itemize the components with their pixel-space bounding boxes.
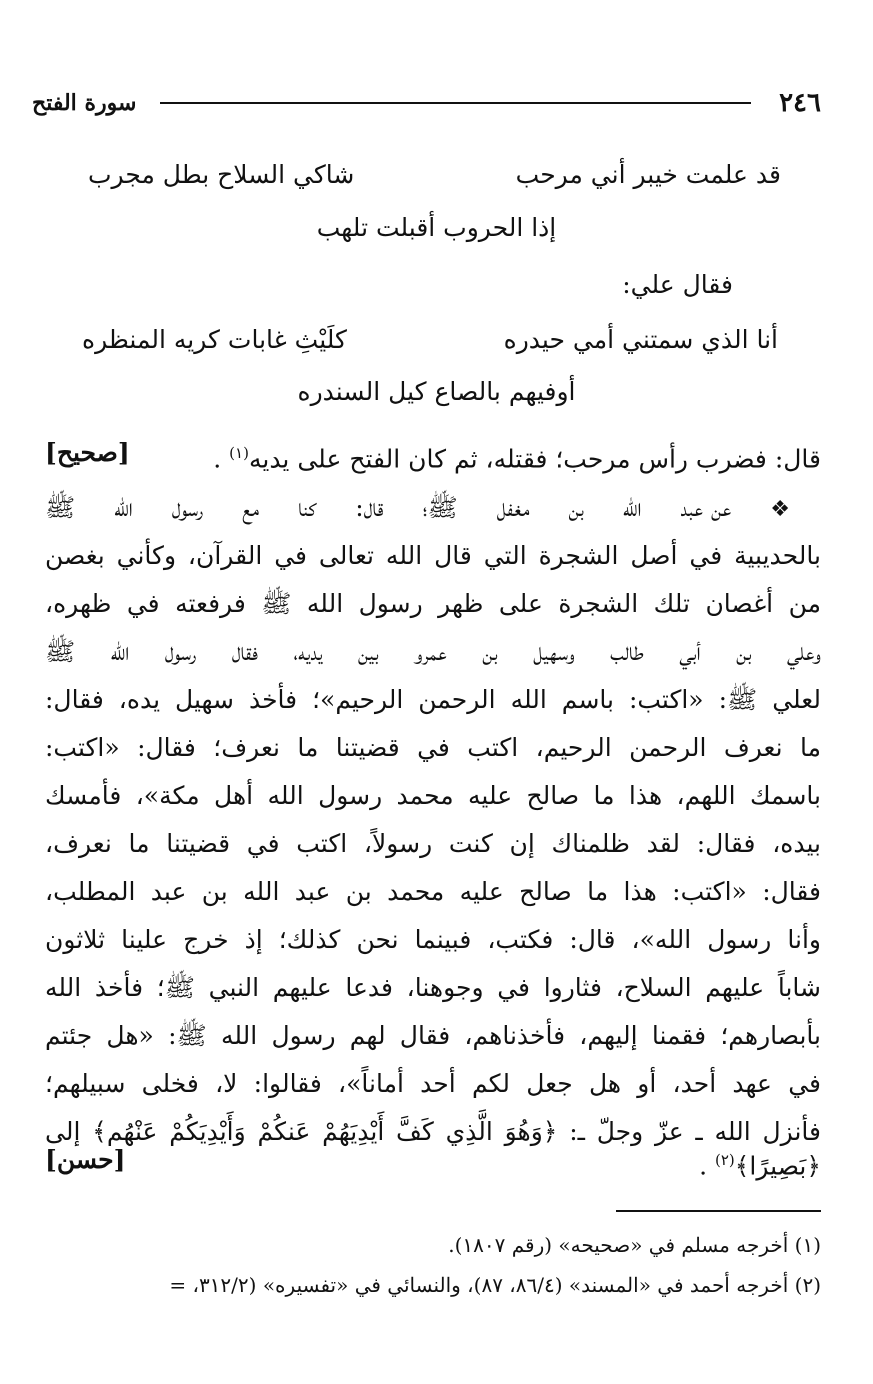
paragraph-1-period: . <box>213 444 222 474</box>
footnote-1: (١) أخرجه مسلم في «صحيحه» (رقم ١٨٠٧). <box>448 1233 821 1257</box>
page-number: ٢٤٦ <box>779 88 821 118</box>
hadith-line-12: بأبصارهم؛ فقمنا إليهم، فأخذناهم، فقال لهم رسول الله ﷺ: «هل جئتم <box>45 1021 821 1050</box>
hadith-line-1-text: عن عبد الله بن مغفل ﷺ؛ قال: كنا مع رسول الله ﷺ <box>45 493 732 522</box>
footnote-ref-2: (٢) <box>715 1151 735 1169</box>
hadith-line-14: فأنزل الله ـ عزّ وجلّ ـ: ﴿وَهُوَ الَّذِي كَفَّ أَيْدِيَهُمْ عَنكُمْ وَأَيْدِيَكُمْ عَنْهُم﴾ إلى <box>45 1117 821 1146</box>
paragraph-1-text: قال: فضرب رأس مرحب؛ فقتله، ثم كان الفتح على يديه <box>248 444 821 474</box>
grade-hasan: [حسن] <box>45 1145 126 1174</box>
hadith-line-2: بالحديبية في أصل الشجرة التي قال الله تعالى في القرآن، وكأني بغصن <box>45 541 821 570</box>
hadith-last-line <box>45 1140 821 1186</box>
hadith-line-9: فقال: «اكتب: هذا ما صالح عليه محمد بن عبد الله بن عبد المطلب، <box>45 877 821 906</box>
hadith-last-period: . <box>699 1151 708 1181</box>
star-bullet-icon: ❖ <box>770 497 821 522</box>
paragraph-1 <box>45 433 821 479</box>
grade-sahih: [صحيح] <box>45 438 130 467</box>
quran-word-basira: ﴿بَصِيرًا﴾ <box>734 1151 821 1181</box>
intro-ali: فقال علي: <box>622 270 733 299</box>
hadith-line-8: بيده، فقال: لقد ظلمناك إن كنت رسولاً، اكتب في قضيتنا ما نعرف، <box>45 829 821 858</box>
hadith-line-6: ما نعرف الرحمن الرحيم، اكتب في قضيتنا ما نعرف؛ فقال: «اكتب: <box>45 733 821 762</box>
hadith-line-7: باسمك اللهم، هذا ما صالح عليه محمد رسول الله أهل مكة»، فأمسك <box>45 781 821 810</box>
poem1-hemistich-right: قد علمت خيبر أني مرحب <box>515 160 781 189</box>
poem2-hemistich-center: أوفيهم بالصاع كيل السندره <box>297 377 576 406</box>
footnote-separator <box>616 1210 821 1212</box>
poem1-hemistich-center: إذا الحروب أقبلت تلهب <box>316 213 557 242</box>
poem2-hemistich-left: كلَيْثِ غابات كريه المنظره <box>82 325 347 354</box>
poem1-hemistich-left: شاكي السلاح بطل مجرب <box>88 160 355 189</box>
footnote-ref-1: (١) <box>229 444 249 462</box>
hadith-line-5: لعلي ﷺ: «اكتب: باسم الله الرحمن الرحيم»؛ فأخذ سهيل يده، فقال: <box>45 685 821 714</box>
hadith-line-13: في عهد أحد، أو هل جعل لكم أحد أماناً»، فقالوا: لا، فخلى سبيلهم؛ <box>45 1069 821 1098</box>
header-rule <box>160 102 751 104</box>
running-title: سورة الفتح <box>32 90 137 116</box>
hadith-line-1 <box>45 488 821 530</box>
page-header <box>32 86 821 120</box>
poem2-hemistich-right: أنا الذي سمتني أمي حيدره <box>503 325 778 354</box>
hadith-line-3: من أغصان تلك الشجرة على ظهر رسول الله ﷺ فرفعته في ظهره، <box>45 589 821 618</box>
hadith-line-10: وأنا رسول الله»، قال: فكتب، فبينما نحن كذلك؛ إذ خرج علينا ثلاثون <box>45 925 821 954</box>
hadith-line-4: وعلي بن أبي طالب وسهيل بن عمرو بين يديه، فقال رسول الله ﷺ <box>45 637 821 666</box>
hadith-line-11: شاباً عليهم السلاح، فثاروا في وجوهنا، فدعا عليهم النبي ﷺ؛ فأخذ الله <box>45 973 821 1002</box>
footnote-2: (٢) أخرجه أحمد في «المسند» (٨٦/٤، ٨٧)، والنسائي في «تفسيره» (٣١٢/٢، = <box>169 1273 821 1297</box>
